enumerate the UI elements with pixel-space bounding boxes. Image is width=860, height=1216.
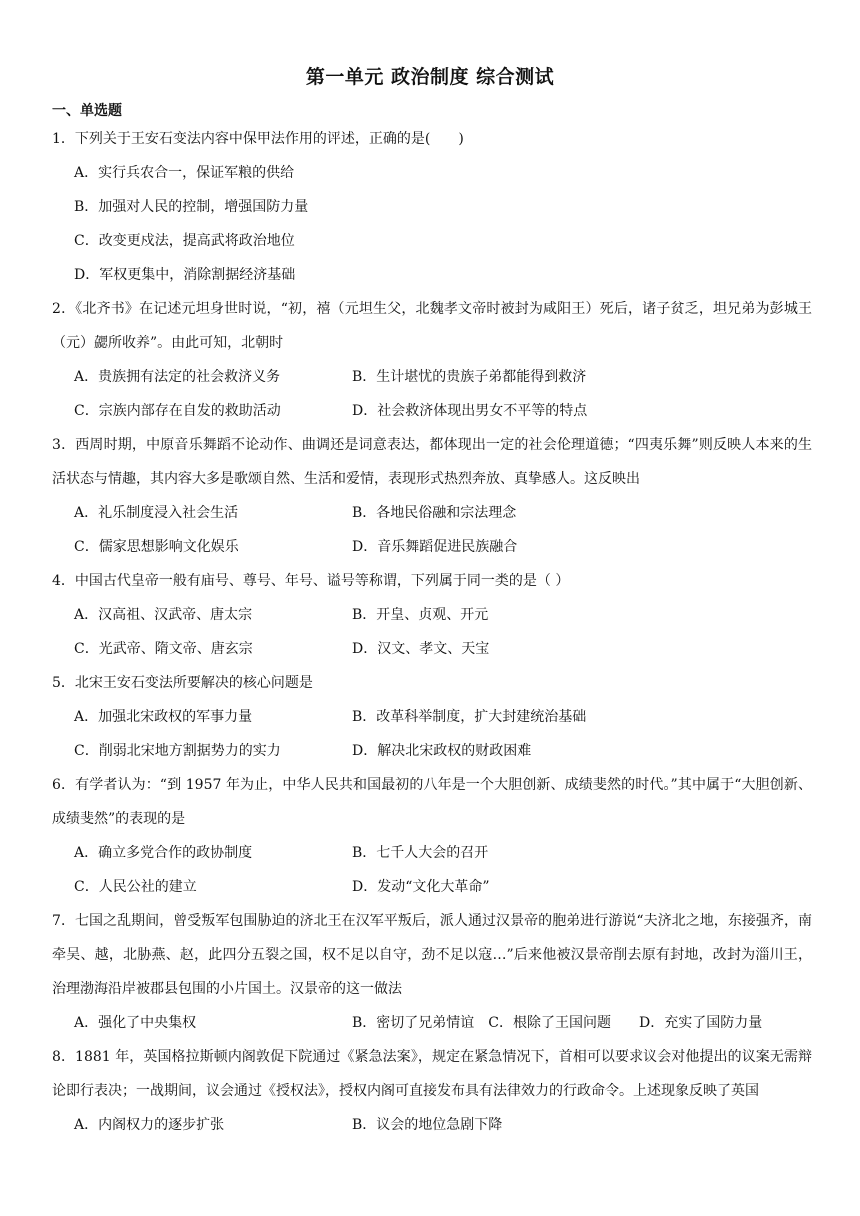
question-4 [52, 564, 812, 666]
option-a: A．内阁权力的逐步扩张 [74, 1117, 225, 1133]
question-3 [52, 428, 812, 564]
option-list [52, 598, 812, 666]
option-c: C．削弱北宋地方割据势力的实力 [74, 743, 281, 759]
question-6 [52, 768, 812, 904]
option-b: B．开皇、贞观、开元 [352, 607, 489, 623]
option-d: D．军权更集中，消除割据经济基础 [74, 267, 296, 283]
option-a: A．实行兵农合一，保证军粮的供给 [74, 165, 295, 181]
question-stem: 5．北宋王安石变法所要解决的核心问题是 [52, 675, 313, 691]
option-d: D．解决北宋政权的财政困难 [352, 743, 532, 759]
option-b: B．加强对人民的控制，增强国防力量 [74, 199, 309, 215]
option-c: C．人民公社的建立 [74, 879, 197, 895]
option-a: A．礼乐制度浸入社会生活 [74, 505, 239, 521]
option-list [52, 700, 812, 768]
option-d: D．社会救济体现出男女不平等的特点 [352, 403, 588, 419]
option-b: B．改革科举制度，扩大封建统治基础 [352, 709, 587, 725]
option-list [52, 156, 812, 292]
option-b: B．密切了兄弟情谊 [352, 1015, 475, 1031]
question-stem: 2．《北齐书》在记述元坦身世时说，“初，禧（元坦生父，北魏孝文帝时被封为咸阳王）死后，诸子贫乏，坦兄弟为彭城王（元）勰所收养”。由此可知，北朝时 [52, 301, 812, 351]
option-d: D．汉文、孝文、天宝 [352, 641, 490, 657]
question-list [52, 122, 812, 1142]
option-b: B．议会的地位急剧下降 [352, 1117, 503, 1133]
option-list [52, 836, 812, 904]
question-2 [52, 292, 812, 428]
option-list [52, 1006, 812, 1040]
question-stem: 4．中国古代皇帝一般有庙号、尊号、年号、谥号等称谓，下列属于同一类的是（ ） [52, 573, 570, 589]
question-8 [52, 1040, 812, 1142]
option-c: C．根除了王国问题 [488, 1015, 612, 1031]
question-stem: 7．七国之乱期间，曾受叛军包围胁迫的济北王在汉军平叛后，派人通过汉景帝的胞弟进行游说“夫济北之地，东接强齐，南牵吴、越，北胁燕、赵，此四分五裂之国，权不足以自守，劲不足以寇…”后来他被汉景帝削去原有封地，改封为淄川王，治理渤海沿岸被郡县包围的小片国土。汉景帝的这一做法 [52, 913, 812, 997]
option-b: B．生计堪忧的贵族子弟都能得到救济 [352, 369, 587, 385]
option-d: D．音乐舞蹈促进民族融合 [352, 539, 518, 555]
option-c: C．宗族内部存在自发的救助活动 [74, 403, 281, 419]
option-a: A．汉高祖、汉武帝、唐太宗 [74, 607, 253, 623]
option-a: A．加强北宋政权的军事力量 [74, 709, 253, 725]
option-c: C．光武帝、隋文帝、唐玄宗 [74, 641, 253, 657]
question-stem: 6．有学者认为：“到 1957 年为止，中华人民共和国最初的八年是一个大胆创新、成绩斐然的时代。”其中属于“大胆创新、成绩斐然”的表现的是 [52, 777, 812, 827]
option-c: C．改变更戍法，提高武将政治地位 [74, 233, 295, 249]
option-d: D．充实了国防力量 [639, 1015, 763, 1031]
question-7 [52, 904, 812, 1040]
option-c: C．儒家思想影响文化娱乐 [74, 539, 239, 555]
question-stem: 8．1881 年，英国格拉斯顿内阁敦促下院通过《紧急法案》，规定在紧急情况下，首相可以要求议会对他提出的议案无需辩论即行表决；一战期间，议会通过《授权法》，授权内阁可直接发布具有法律效力的行政命令。上述现象反映了英国 [52, 1049, 812, 1099]
option-d: D．发动“文化大革命” [352, 879, 490, 895]
option-list [52, 496, 812, 564]
option-a: A．确立多党合作的政协制度 [74, 845, 253, 861]
option-b: B．各地民俗融和宗法理念 [352, 505, 517, 521]
question-stem: 1．下列关于王安石变法内容中保甲法作用的评述，正确的是( ) [52, 131, 464, 147]
option-list [52, 1108, 812, 1142]
question-1 [52, 122, 812, 292]
option-a: A．贵族拥有法定的社会救济义务 [74, 369, 281, 385]
page-title: 第一单元 政治制度 综合测试 [305, 66, 555, 88]
option-a: A．强化了中央集权 [74, 1015, 197, 1031]
section-heading: 一、单选题 [52, 103, 122, 119]
question-stem: 3．西周时期，中原音乐舞蹈不论动作、曲调还是词意表达，都体现出一定的社会伦理道德；“四夷乐舞”则反映人本来的生活状态与情趣，其内容大多是歌颂自然、生活和爱情，表现形式热烈奔放、真挚感人。这反映出 [52, 437, 812, 487]
option-b: B．七千人大会的召开 [352, 845, 489, 861]
question-5 [52, 666, 812, 768]
option-list [52, 360, 812, 428]
